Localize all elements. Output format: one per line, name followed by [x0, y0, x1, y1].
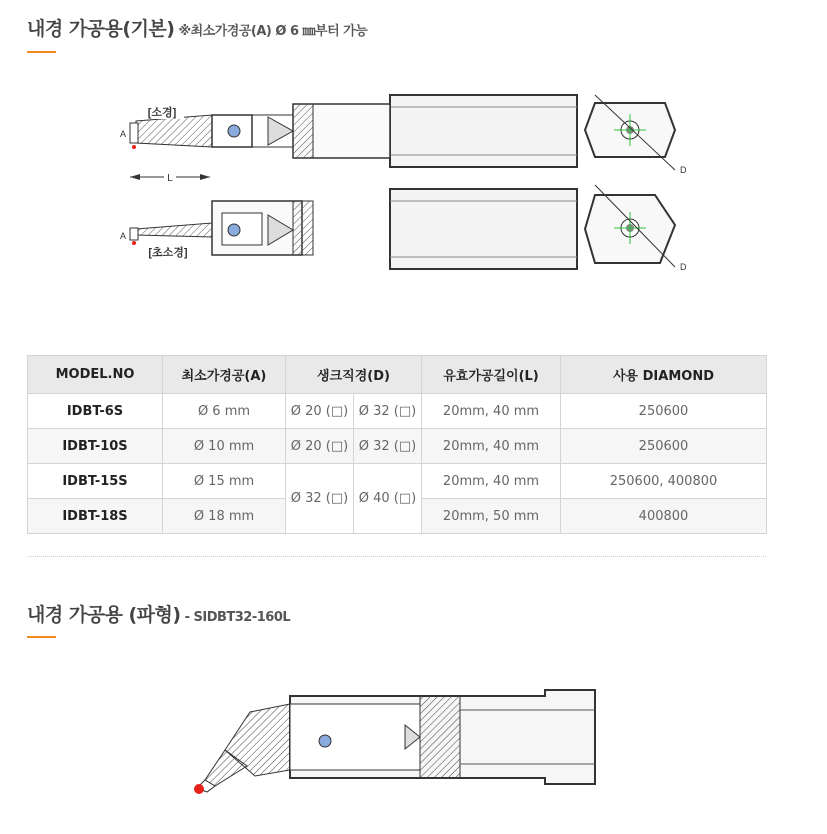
table-row [28, 394, 767, 429]
cell-length: 20mm, 40 mm [422, 464, 561, 499]
table-header-row [28, 356, 767, 394]
cell-model: IDBT-6S [28, 394, 163, 429]
cell-min-bore: Ø 18 mm [163, 499, 286, 534]
boring-bar-drawing [100, 85, 720, 285]
cell-shank-a: Ø 20 (□) [286, 429, 354, 464]
cell-length: 20mm, 40 mm [422, 394, 561, 429]
section-title-basic [27, 14, 367, 41]
cell-shank-b: Ø 32 (□) [354, 429, 422, 464]
section-title-text: 내경 가공용(기본) [27, 18, 175, 40]
cell-diamond: 400800 [561, 499, 767, 534]
cell-min-bore: Ø 10 mm [163, 429, 286, 464]
dim-l: L [167, 173, 173, 184]
col-header-length: 유효가공길이(L) [422, 356, 561, 394]
cell-shank-a: Ø 20 (□) [286, 394, 354, 429]
cell-min-bore: Ø 6 mm [163, 394, 286, 429]
table-row [28, 429, 767, 464]
cell-diamond: 250600, 400800 [561, 464, 767, 499]
dim-a-top: A [120, 129, 127, 139]
section-subtitle: - SIDBT32-160L [184, 610, 291, 625]
cell-diamond: 250600 [561, 429, 767, 464]
dim-d-top: D [680, 165, 687, 175]
cell-model: IDBT-15S [28, 464, 163, 499]
cell-model: IDBT-10S [28, 429, 163, 464]
section-title-wave [27, 600, 290, 627]
title-accent-bar [27, 636, 56, 638]
dim-a-bottom: A [120, 231, 127, 241]
section-title-text: 내경 가공용 (파형) [27, 604, 181, 626]
cell-length: 20mm, 50 mm [422, 499, 561, 534]
col-header-shank: 생크직경(D) [286, 356, 422, 394]
col-header-diamond: 사용 DIAMOND [561, 356, 767, 394]
col-header-model: MODEL.NO [28, 356, 163, 394]
title-accent-bar [27, 51, 56, 53]
cell-shank-b: Ø 40 (□) [354, 464, 422, 534]
table-row [28, 464, 767, 499]
section-divider [27, 556, 766, 557]
spec-table [27, 355, 767, 534]
col-header-min-bore: 최소가경공(A) [163, 356, 286, 394]
extra-small-bore-tool [120, 185, 687, 272]
cell-min-bore: Ø 15 mm [163, 464, 286, 499]
dim-d-bottom: D [680, 262, 687, 272]
wave-boring-bar-drawing [185, 680, 605, 800]
cell-diamond: 250600 [561, 394, 767, 429]
small-bore-tool [120, 95, 687, 184]
cell-shank-b: Ø 32 (□) [354, 394, 422, 429]
cell-length: 20mm, 40 mm [422, 429, 561, 464]
label-extra-small-bore: [초소경] [148, 247, 188, 259]
label-small-bore: [소경] [147, 107, 177, 119]
cell-shank-a: Ø 32 (□) [286, 464, 354, 534]
cell-model: IDBT-18S [28, 499, 163, 534]
section-subtitle: ※최소가경공(A) Ø 6 ㎜부터 가능 [178, 24, 368, 39]
